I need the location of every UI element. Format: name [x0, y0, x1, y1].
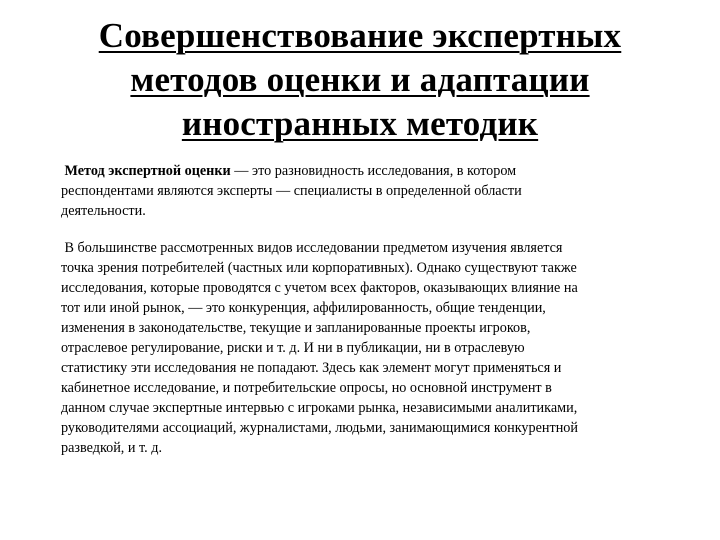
paragraph-line: данном случае экспертные интервью с игроками рынка, независимыми аналитиками,: [61, 400, 578, 416]
paragraph-line: статистику эти исследования не попадают. Здесь как элемент могут применяться и: [61, 360, 562, 376]
paragraph-line: руководителями ассоциаций, журналистами, людьми, занимающимися конкурентной: [61, 420, 578, 436]
paragraph-line: деятельности.: [61, 203, 146, 219]
paragraph-line: [61, 161, 661, 181]
paragraph-line: тот или иной рынок, — это конкуренция, аффилированность, общие тенденции,: [61, 300, 546, 316]
paragraph-line: отраслевое регулирование, риски и т. д. И ни в публикации, ни в отраслевую: [61, 340, 525, 356]
body-paragraph: [61, 238, 661, 458]
paragraph-line: исследования, которые проводятся с учетом всех факторов, оказывающих влияние на: [61, 280, 578, 296]
title-line: иностранных методик: [181, 104, 539, 143]
paragraph-line: разведкой, и т. д.: [61, 440, 163, 456]
slide-title: [40, 14, 680, 146]
defined-term: Метод экспертной оценки: [64, 163, 231, 179]
definition-text: — это разновидность исследования, в котором: [230, 163, 517, 179]
paragraph-line: респондентами являются эксперты — специалисты в определенной области: [61, 183, 522, 199]
paragraph-line: точка зрения потребителей (частных или корпоративных). Однако существуют также: [61, 260, 577, 276]
paragraph-line: кабинетное исследование, и потребительские опросы, но основной инструмент в: [61, 380, 552, 396]
paragraph-line: В большинстве рассмотренных видов исследовании предметом изучения является: [61, 240, 563, 256]
title-line: методов оценки и адаптации: [130, 60, 590, 99]
definition-paragraph: [61, 161, 661, 221]
paragraph-line: изменения в законодательстве, текущие и запланированные проекты игроков,: [61, 320, 531, 336]
title-line: Совершенствование экспертных: [98, 16, 622, 55]
